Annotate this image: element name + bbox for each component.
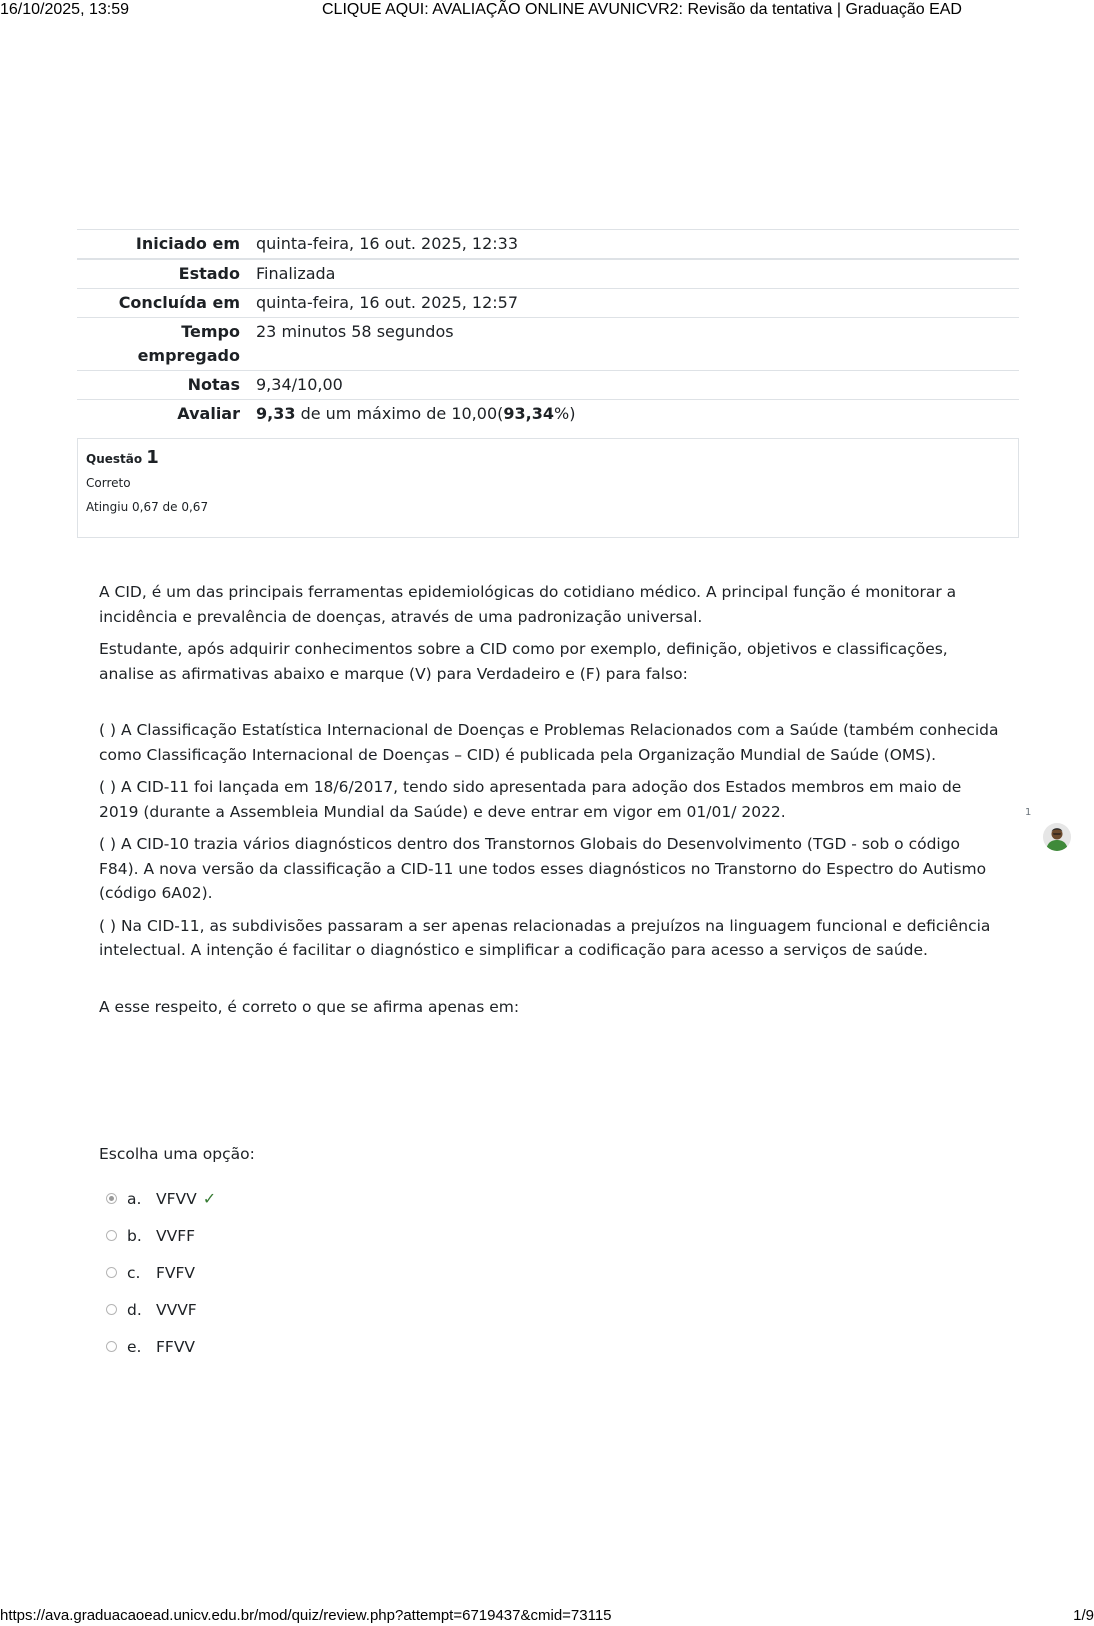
question-number-value: 1: [146, 447, 159, 468]
statement-1: ( ) A Classificação Estatística Internacional de Doenças e Problemas Relacionados com a Saúde (também conhecida como Classificação Internacional de Doenças – CID) é publicada pela Organização Mundial de Saúde (OMS).: [99, 721, 999, 764]
answer-option-e[interactable]: [106, 1328, 216, 1365]
summary-row-time: [77, 318, 1019, 371]
time-label-line2: empregado: [137, 346, 240, 365]
summary-row-state: [77, 259, 1019, 289]
choose-option-label: Escolha uma opção:: [99, 1145, 255, 1163]
grade-middle: de um máximo de 10,00(: [295, 404, 504, 423]
radio-option-d[interactable]: [106, 1304, 117, 1315]
answer-options: [106, 1180, 216, 1365]
state-label: Estado: [178, 264, 240, 283]
question-number: [86, 447, 1010, 468]
option-text: VVVF: [156, 1300, 197, 1319]
correct-check-icon: ✓: [202, 1189, 217, 1208]
option-letter: d.: [127, 1300, 142, 1319]
avatar-person-icon: [1043, 823, 1071, 851]
print-page-title: CLIQUE AQUI: AVALIAÇÃO ONLINE AVUNICVR2: Revisão da tentativa | Graduação EAD: [322, 1, 962, 18]
summary-row-grade: [77, 400, 1019, 429]
option-text: FFVV: [156, 1337, 196, 1356]
question-grade: Atingiu 0,67 de 0,67: [86, 500, 209, 514]
grade-end: %): [553, 404, 576, 423]
answer-option-d[interactable]: [106, 1291, 216, 1328]
summary-row-completed: [77, 289, 1019, 318]
answer-option-c[interactable]: [106, 1254, 216, 1291]
option-text: VFVV: [156, 1189, 197, 1208]
marks-value: 9,34/10,00: [256, 375, 343, 394]
question-info-box: [77, 438, 1019, 538]
completed-label: Concluída em: [118, 293, 240, 312]
radio-option-a[interactable]: [106, 1193, 117, 1204]
option-text: FVFV: [156, 1263, 196, 1282]
time-label: [77, 318, 248, 371]
statement-2: ( ) A CID-11 foi lançada em 18/6/2017, tendo sido apresentada para adoção dos Estados membros em maio de 2019 (durante a Assembleia Mundial da Saúde) e deve entrar em vigor em 01/01/ 2022.: [99, 778, 962, 821]
summary-row-started: [77, 230, 1019, 260]
print-footer: [0, 1607, 1094, 1626]
grade-percent: 93,34: [503, 404, 554, 423]
print-page-number: 1/9: [1073, 1607, 1094, 1624]
radio-option-e[interactable]: [106, 1341, 117, 1352]
option-letter: e.: [127, 1337, 142, 1356]
grade-label: Avaliar: [177, 404, 240, 423]
print-header: [0, 0, 1094, 22]
radio-option-b[interactable]: [106, 1230, 117, 1241]
option-text: VVFF: [156, 1226, 196, 1245]
started-label: Iniciado em: [135, 234, 240, 253]
option-letter: a.: [127, 1189, 142, 1208]
print-datetime: 16/10/2025, 13:59: [0, 1, 130, 18]
question-text: [99, 580, 999, 1027]
state-value: Finalizada: [256, 264, 336, 283]
question-paragraph-1: A CID, é um das principais ferramentas epidemiológicas do cotidiano médico. A principal função é monitorar a incidência e prevalência de doenças, através de uma padronização universal.: [99, 583, 957, 626]
question-prompt: A esse respeito, é correto o que se afirma apenas em:: [99, 997, 520, 1016]
option-letter: c.: [127, 1263, 141, 1282]
user-avatar-icon[interactable]: [1043, 823, 1071, 851]
started-value: quinta-feira, 16 out. 2025, 12:33: [256, 234, 519, 253]
grade-value: [248, 400, 1019, 429]
completed-value: quinta-feira, 16 out. 2025, 12:57: [256, 293, 519, 312]
radio-option-c[interactable]: [106, 1267, 117, 1278]
attempt-summary-table: [77, 229, 1019, 428]
summary-row-marks: [77, 371, 1019, 400]
side-marker-number: 1: [1025, 807, 1032, 818]
answer-option-a[interactable]: [106, 1180, 216, 1217]
grade-score: 9,33: [256, 404, 296, 423]
time-value: 23 minutos 58 segundos: [256, 322, 454, 341]
statement-4: ( ) Na CID-11, as subdivisões passaram a ser apenas relacionadas a prejuízos na linguagem funcional e deficiência intelectual. A intenção é facilitar o diagnóstico e simplificar a codificação para acesso a serviços de saúde.: [99, 916, 991, 959]
print-url: https://ava.graduacaoead.unicv.edu.br/mod/quiz/review.php?attempt=6719437&cmid=73115: [0, 1607, 612, 1624]
marks-label: Notas: [187, 375, 240, 394]
question-label: Questão: [86, 452, 147, 466]
statement-3: ( ) A CID-10 trazia vários diagnósticos dentro dos Transtornos Globais do Desenvolvimento (TGD - sob o código F84). A nova versão da classificação a CID-11 une todos esses diagnósticos no Transtorno do Espectro do Autismo (código 6A02).: [99, 835, 987, 902]
time-label-line1: Tempo: [181, 322, 240, 341]
option-letter: b.: [127, 1226, 142, 1245]
answer-option-b[interactable]: [106, 1217, 216, 1254]
question-paragraph-2: Estudante, após adquirir conhecimentos sobre a CID como por exemplo, definição, objetivos e classificações, analise as afirmativas abaixo e marque (V) para Verdadeiro e (F) para falso:: [99, 640, 948, 683]
question-state: Correto: [86, 476, 131, 490]
